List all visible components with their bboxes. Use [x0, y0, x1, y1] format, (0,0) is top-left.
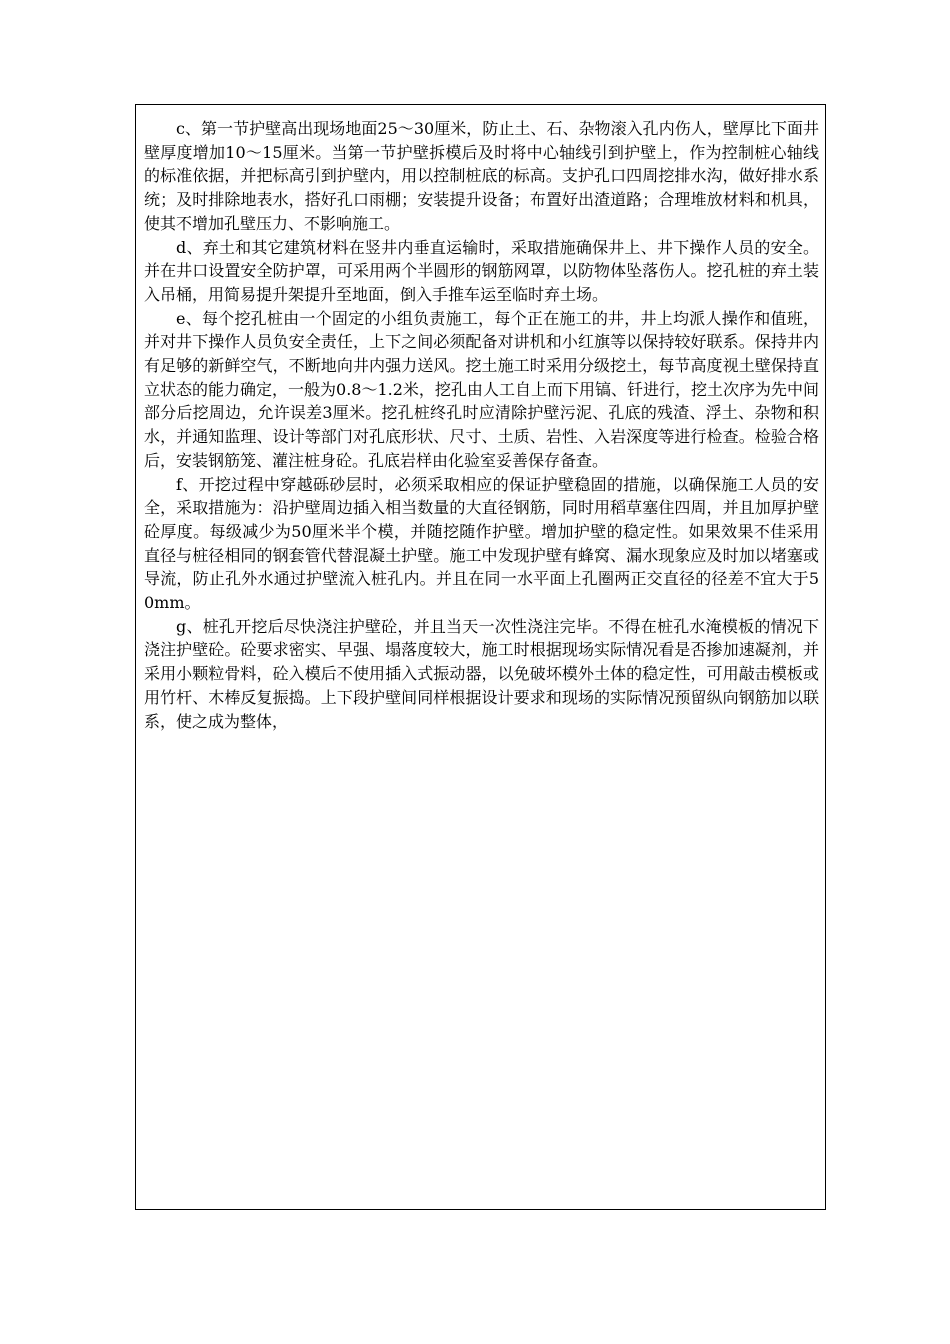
document-frame: [135, 104, 826, 1210]
paragraph-f: f、开挖过程中穿越砾砂层时，必须采取相应的保证护壁稳固的措施，以确保施工人员的安全，采取措施为：沿护壁周边插入相当数量的大直径钢筋，同时用稻草塞住四周，并且加厚护壁砼厚度。每级减少为50厘米半个模，并随挖随作护壁。增加护壁的稳定性。如果效果不佳采用直径与桩径相同的钢套管代替混凝土护壁。施工中发现护壁有蜂窝、漏水现象应及时加以堵塞或导流，防止孔外水通过护壁流入桩孔内。并且在同一水平面上孔圈两正交直径的径差不宜大于50mm。: [144, 474, 819, 613]
paragraph-g: g、桩孔开挖后尽快浇注护壁砼，并且当天一次性浇注完毕。不得在桩孔水淹模板的情况下浇注护壁砼。砼要求密实、早强、塌落度较大，施工时根据现场实际情况看是否掺加速凝剂，并采用小颗粒骨料，砼入模后不使用插入式振动器，以免破坏模外土体的稳定性，可用敲击模板或用竹杆、木棒反复振捣。上下段护壁间同样根据设计要求和现场的实际情况预留纵向钢筋加以联系，使之成为整体，: [144, 616, 819, 731]
document-body: [144, 117, 819, 733]
paragraph-e: e、每个挖孔桩由一个固定的小组负责施工，每个正在施工的井，井上均派人操作和值班，并对井下操作人员负安全责任，上下之间必须配备对讲机和小红旗等以保持较好联系。保持井内有足够的新鲜空气，不断地向井内强力送风。挖土施工时采用分级挖土，每节高度视土壁保持直立状态的能力确定，一般为0.8～1.2米，挖孔由人工自上而下用镐、钎进行，挖土次序为先中间部分后挖周边，允许误差3厘米。挖孔桩终孔时应清除护壁污泥、孔底的残渣、浮土、杂物和积水，并通知监理、设计等部门对孔底形状、尺寸、土质、岩性、入岩深度等进行检查。检验合格后，安装钢筋笼、灌注桩身砼。孔底岩样由化验室妥善保存备查。: [144, 308, 819, 470]
paragraph-c: c、第一节护壁高出现场地面25～30厘米，防止土、石、杂物滚入孔内伤人，壁厚比下面井壁厚度增加10～15厘米。当第一节护壁拆模后及时将中心轴线引到护壁上，作为控制桩心轴线的标准依据，并把标高引到护壁内，用以控制桩底的标高。支护孔口四周挖排水沟，做好排水系统；及时排除地表水，搭好孔口雨棚；安装提升设备；布置好出渣道路；合理堆放材料和机具，使其不增加孔壁压力、不影响施工。: [144, 119, 819, 233]
paragraph-d: d、弃土和其它建筑材料在竖井内垂直运输时，采取措施确保井上、井下操作人员的安全。并在井口设置安全防护罩，可采用两个半圆形的钢筋网罩，以防物体坠落伤人。挖孔桩的弃土装入吊桶，用简易提升架提升至地面，倒入手推车运至临时弃土场。: [144, 237, 819, 304]
